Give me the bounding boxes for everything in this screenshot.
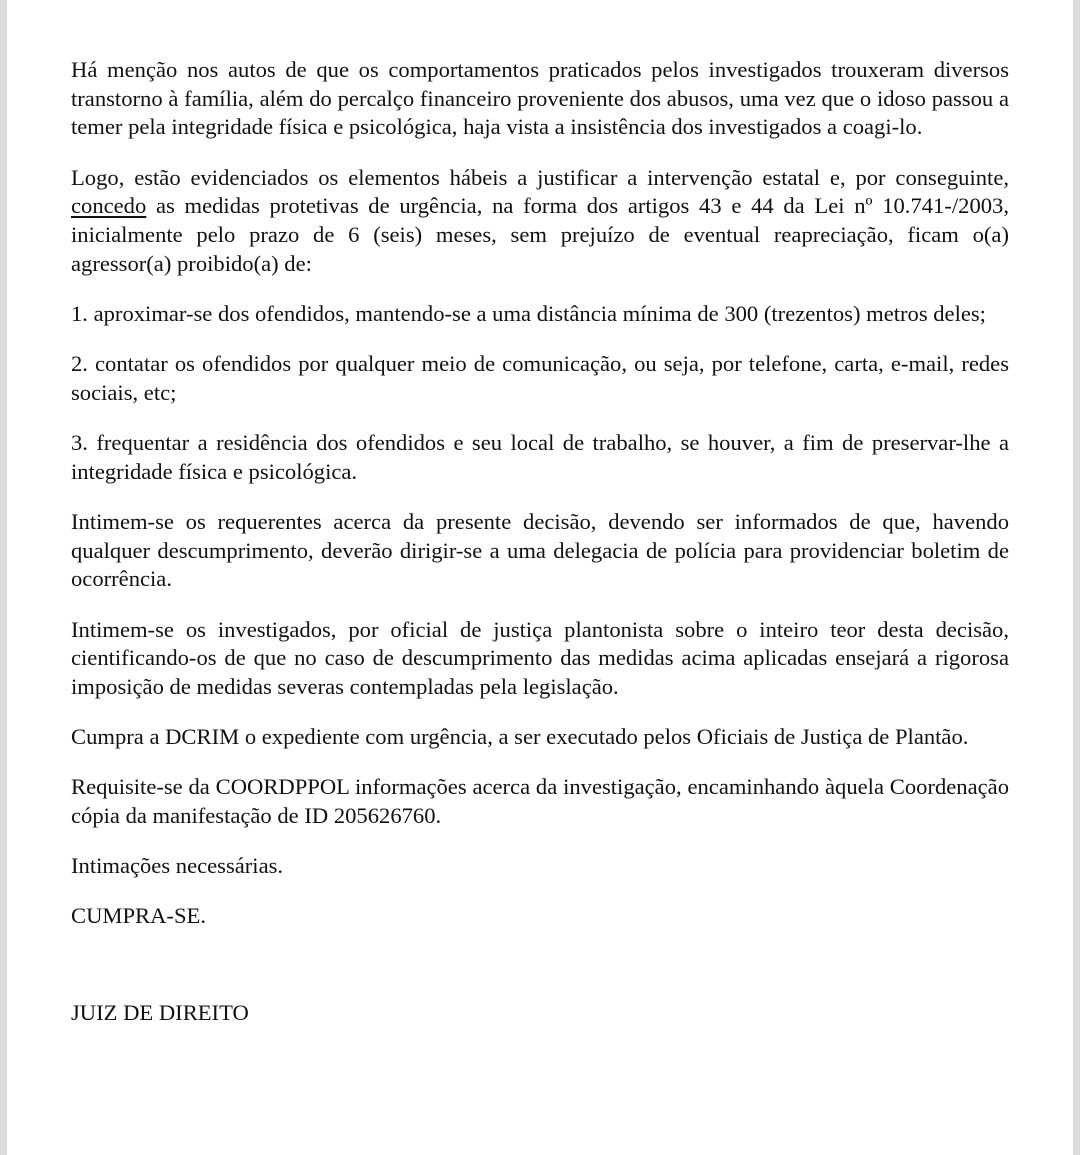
signature-title: JUIZ DE DIREITO [71, 999, 249, 1025]
decision-text-before: Logo, estão evidenciados os elementos hábeis a justificar a intervenção estatal e, por conseguinte, [71, 164, 1009, 190]
paragraph-notify-requesters: Intimem-se os requerentes acerca da presente decisão, devendo ser informados de que, havendo qualquer descumprimento, deverão dirigir-se a uma delegacia de polícia para providenciar boletim de ocorrência. [71, 508, 1009, 592]
decision-emphasis-concedo: concedo [71, 193, 147, 219]
signature-spacer [71, 953, 1009, 999]
prohibition-item-2: 2. contatar os ofendidos por qualquer meio de comunicação, ou seja, por telefone, carta, e-mail, redes sociais, etc; [71, 351, 1009, 405]
prohibition-item-1: 1. aproximar-se dos ofendidos, mantendo-se a uma distância mínima de 300 (trezentos) metros deles; [71, 300, 986, 326]
paragraph-necessary-notices: Intimações necessárias. [71, 853, 284, 879]
paragraph-decision [71, 164, 1009, 279]
paragraph-notify-investigated: Intimem-se os investigados, por oficial de justiça plantonista sobre o inteiro teor desta decisão, cientificando-os de que no caso de descumprimento das medidas acima aplicadas ensejará a rigorosa imposição de medidas severas contempladas pela legislação. [71, 616, 1009, 699]
prohibition-item-3: 3. frequentar a residência dos ofendidos e seu local de trabalho, se houver, a fim de preservar-lhe a integridade física e psicológica. [71, 430, 1009, 484]
decision-text-after: as medidas protetivas de urgência, na forma dos artigos 43 e 44 da Lei nº 10.741-/2003, inicialmente pelo prazo de 6 (seis) meses, sem prejuízo de eventual reapreciação, ficam o(a) agressor(a) proibido(a) de: [71, 193, 1009, 276]
paragraph-context: Há menção nos autos de que os comportamentos praticados pelos investigados trouxeram diversos transtorno à família, além do percalço financeiro proveniente dos abusos, uma vez que o idoso passou a temer pela integridade física e psicológica, haja vista a insistência dos investigados a coagi-lo. [71, 57, 1009, 140]
document-page [71, 56, 1009, 1027]
paragraph-dcrim-order: Cumpra a DCRIM o expediente com urgência, a ser executado pelos Oficiais de Justiça de Plantão. [71, 724, 969, 750]
viewer-right-edge [1073, 0, 1080, 1155]
paragraph-coordppol-request: Requisite-se da COORDPPOL informações acerca da investigação, encaminhando àquela Coordenação cópia da manifestação de ID 205626760. [71, 774, 1009, 829]
viewer-left-edge [0, 0, 7, 1155]
paragraph-cumpra-se: CUMPRA-SE. [71, 903, 206, 929]
